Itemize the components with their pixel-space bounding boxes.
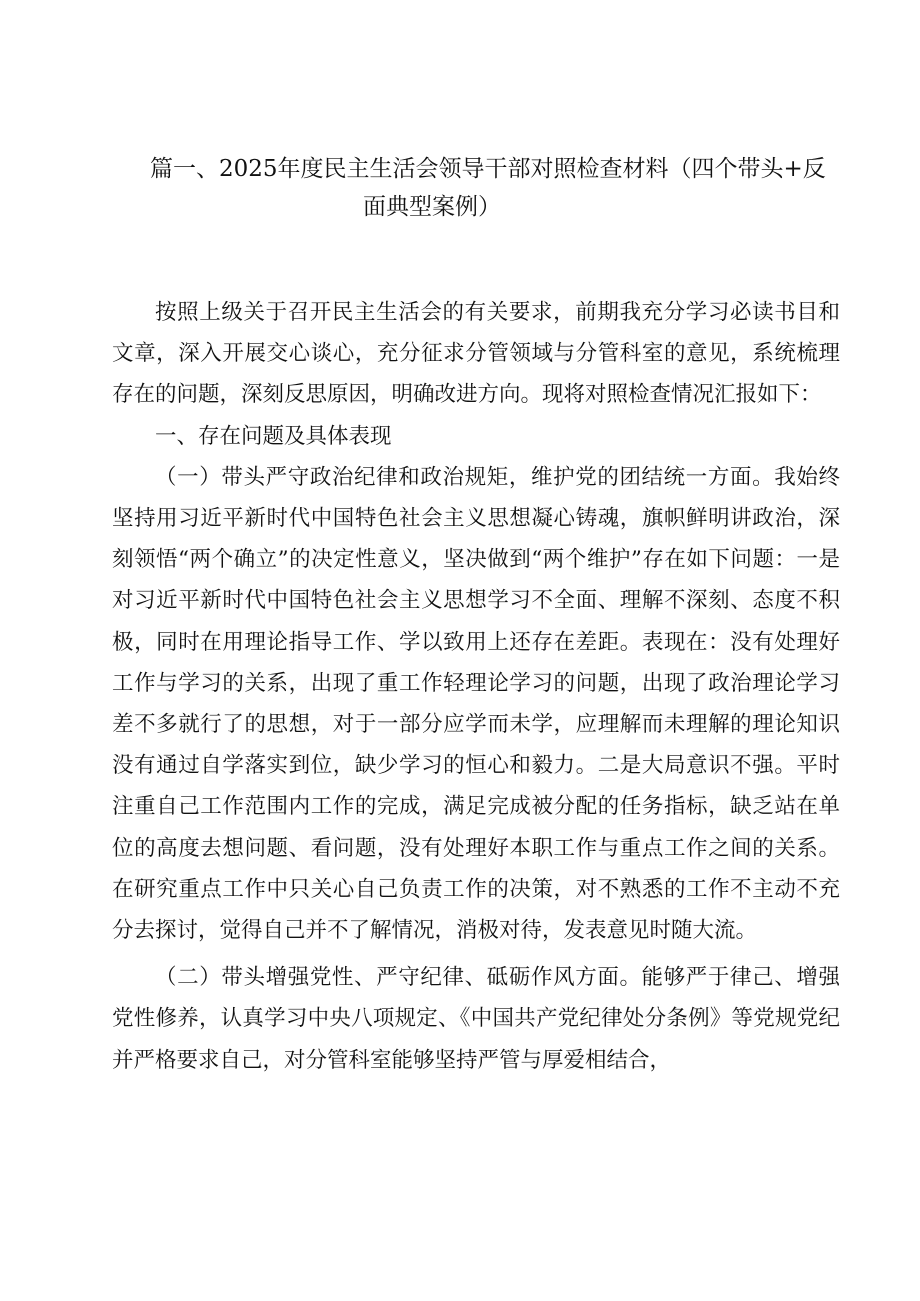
document-body	[112, 292, 840, 1081]
document-title	[150, 150, 850, 226]
title-line-2: 面典型案例）	[363, 194, 501, 220]
section-heading: 一、存在问题及具体表现	[155, 423, 392, 449]
item-1-paragraph: （一）带头严守政治纪律和政治规矩，维护党的团结统一方面。我始终坚持用习近平新时代中国特色社会主义思想凝心铸魂，旗帜鲜明讲政治，深刻领悟“两个确立”的决定性意义，坚决做到“两个维护”存在如下问题：一是对习近平新时代中国特色社会主义思想学习不全面、理解不深刻、态度不积极，同时在用理论指导工作、学以致用上还存在差距。表现在：没有处理好工作与学习的关系，出现了重工作轻理论学习的问题，出现了政治理论学习差不多就行了的思想，对于一部分应学而未学，应理解而未理解的理论知识没有通过自学落实到位，缺少学习的恒心和毅力。二是大局意识不强。平时注重自己工作范围内工作的完成，满足完成被分配的任务指标，缺乏站在单位的高度去想问题、看问题，没有处理好本职工作与重点工作之间的关系。在研究重点工作中只关心自己负责工作的决策，对不熟悉的工作不主动不充分去探讨，觉得自己并不了解情况，消极对待，发表意见时随大流。	[112, 464, 840, 944]
title-line-1: 篇一、2025年度民主生活会领导干部对照检查材料（四个带头+反	[150, 156, 826, 182]
intro-paragraph: 按照上级关于召开民主生活会的有关要求，前期我充分学习必读书目和文章，深入开展交心谈心，充分征求分管领域与分管科室的意见，系统梳理存在的问题，深刻反思原因，明确改进方向。现将对照检查情况汇报如下：	[112, 300, 840, 408]
item-2-paragraph: （二）带头增强党性、严守纪律、砥砺作风方面。能够严于律己、增强党性修养，认真学习中央八项规定、《中国共产党纪律处分条例》等党规党纪并严格要求自己，对分管科室能够坚持严管与厚爱相结合，	[112, 965, 840, 1073]
